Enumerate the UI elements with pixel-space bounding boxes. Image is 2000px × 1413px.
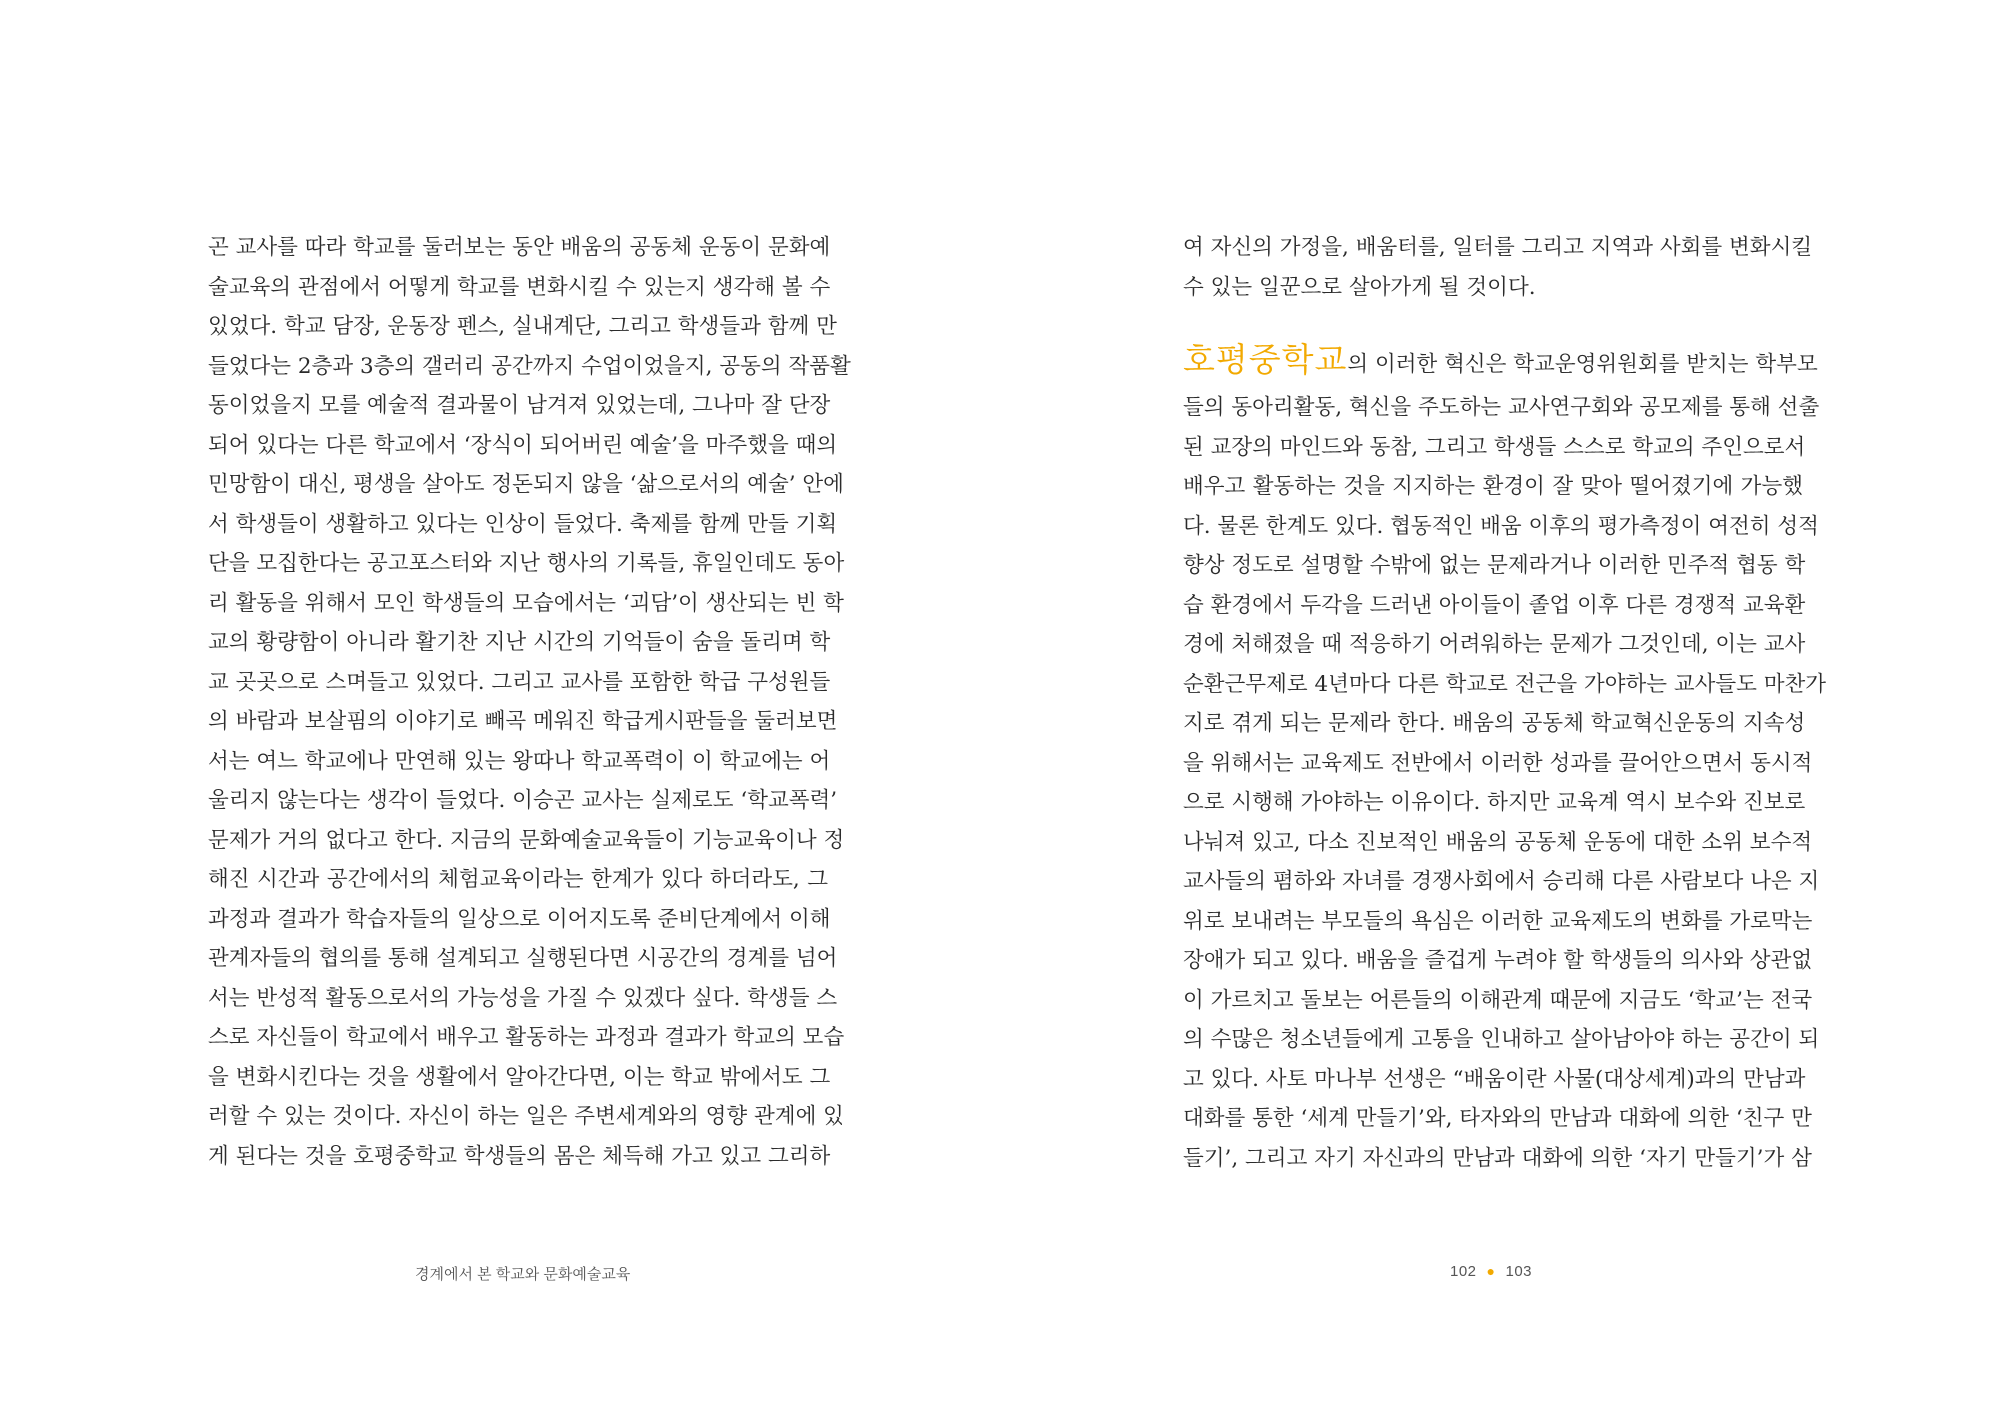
text-line: 의 수많은 청소년들에게 고통을 인내하고 살아남아야 하는 공간이 되: [1183, 1027, 1820, 1052]
text-line: 습 환경에서 두각을 드러낸 아이들이 졸업 이후 다른 경쟁적 교육환: [1183, 592, 1806, 618]
page-numbers: [1450, 1263, 1532, 1280]
text-line: 게 된다는 것을 호평중학교 학생들의 몸은 체득해 가고 있고 그리하: [208, 1143, 831, 1169]
text-line: 서는 반성적 활동으로서의 가능성을 가질 수 있겠다 싶다. 학생들 스: [208, 985, 838, 1011]
text-line: 들의 동아리활동, 혁신을 주도하는 교사연구회와 공모제를 통해 선출: [1183, 395, 1820, 420]
text-line: 된 교장의 마인드와 동참, 그리고 학생들 스스로 학교의 주인으로서: [1183, 434, 1806, 460]
text-line: 술교육의 관점에서 어떻게 학교를 변화시킬 수 있는지 생각해 볼 수: [208, 274, 831, 300]
text-line: 관계자들의 협의를 통해 설계되고 실행된다면 시공간의 경계를 넘어: [208, 946, 838, 971]
text-line: 위로 보내려는 부모들의 욕심은 이러한 교육제도의 변화를 가로막는: [1183, 908, 1813, 934]
text-line: 러할 수 있는 것이다. 자신이 하는 일은 주변세계와의 영향 관계에 있: [208, 1104, 844, 1129]
text-line: 울리지 않는다는 생각이 들었다. 이승곤 교사는 실제로도 ‘학교폭력’: [208, 788, 838, 813]
left-body-text: [208, 228, 851, 1176]
lead-rest: 의 이러한 혁신은 학교운영위원회를 받치는 학부모: [1347, 352, 1818, 377]
text-line: 교의 황량함이 아니라 활기찬 지난 시간의 기억들이 숨을 돌리며 학: [208, 630, 831, 655]
text-line: 다. 물론 한계도 있다. 협동적인 배움 이후의 평가측정이 여전히 성적: [1183, 513, 1819, 539]
text-line: 을 위해서는 교육제도 전반에서 이러한 성과를 끌어안으면서 동시적: [1183, 750, 1813, 776]
text-line: 되어 있다는 다른 학교에서 ‘장식이 되어버린 예술’을 마주했을 때의: [208, 432, 838, 458]
text-line: 리 활동을 위해서 모인 학생들의 모습에서는 ‘괴담’이 생산되는 빈 학: [208, 590, 844, 616]
text-line: 교 곳곳으로 스며들고 있었다. 그리고 교사를 포함한 학급 구성원들: [208, 669, 831, 695]
text-line: 들기’, 그리고 자기 자신과의 만남과 대화에 의한 ‘자기 만들기’가 삼: [1183, 1145, 1812, 1171]
text-line: 의 바람과 보살핌의 이야기로 빼곡 메워진 학급게시판들을 둘러보면: [208, 709, 838, 734]
text-line: 곤 교사를 따라 학교를 둘러보는 동안 배움의 공동체 운동이 문화예: [208, 235, 831, 260]
right-body-text: [1183, 332, 1827, 1178]
text-line: 서는 여느 학교에나 만연해 있는 왕따나 학교폭력이 이 학교에는 어: [208, 748, 831, 774]
text-line: 을 변화시킨다는 것을 생활에서 알아간다면, 이는 학교 밖에서도 그: [208, 1064, 831, 1090]
text-line: 고 있다. 사토 마나부 선생은 “배움이란 사물(대상세계)과의 만남과: [1183, 1066, 1806, 1092]
text-line: 있었다. 학교 담장, 운동장 펜스, 실내계단, 그리고 학생들과 함께 만: [208, 314, 837, 339]
text-line: 지로 겪게 되는 문제라 한다. 배움의 공동체 학교혁신운동의 지속성: [1183, 711, 1806, 736]
text-line: 이 가르치고 돌보는 어른들의 이해관계 때문에 지금도 ‘학교’는 전국: [1183, 987, 1813, 1013]
page-number-left: 102: [1450, 1263, 1477, 1280]
lead-title: 호평중학교: [1183, 340, 1348, 379]
text-line: 경에 처해졌을 때 적응하기 어려워하는 문제가 그것인데, 이는 교사: [1183, 632, 1806, 657]
right-continuation-text: [1183, 228, 1813, 307]
text-line: 해진 시간과 공간에서의 체험교육이라는 한계가 있다 하더라도, 그: [208, 867, 828, 892]
text-line: 나눠져 있고, 다소 진보적인 배움의 공동체 운동에 대한 소위 보수적: [1183, 829, 1813, 855]
text-line: 교사들의 폄하와 자녀를 경쟁사회에서 승리해 다른 사람보다 나은 지: [1183, 869, 1820, 894]
text-line: 향상 정도로 설명할 수밖에 없는 문제라거나 이러한 민주적 협동 학: [1183, 553, 1806, 578]
text-line: 순환근무제로 4년마다 다른 학교로 전근을 가야하는 교사들도 마찬가: [1183, 671, 1827, 697]
text-line: 들었다는 2층과 3층의 갤러리 공간까지 수업이었을지, 공동의 작품활: [208, 353, 851, 379]
text-line: 으로 시행해 가야하는 이유이다. 하지만 교육계 역시 보수와 진보로: [1183, 790, 1806, 815]
text-line: 수 있는 일꾼으로 살아가게 될 것이다.: [1183, 274, 1536, 300]
right-page: [1000, 0, 2000, 1413]
text-line: 대화를 통한 ‘세계 만들기’와, 타자와의 만남과 대화에 의한 ‘친구 만: [1183, 1106, 1812, 1131]
right-body-lines: [1183, 388, 1827, 1178]
text-line: 스로 자신들이 학교에서 배우고 활동하는 과정과 결과가 학교의 모습: [208, 1025, 845, 1050]
text-line: 서 학생들이 생활하고 있다는 인상이 들었다. 축제를 함께 만들 기획: [208, 511, 838, 537]
text-line: 장애가 되고 있다. 배움을 즐겁게 누려야 할 학생들의 의사와 상관없: [1183, 948, 1813, 973]
text-line: 과정과 결과가 학습자들의 일상으로 이어지도록 준비단계에서 이해: [208, 906, 831, 932]
lead-line: [1183, 332, 1818, 388]
text-line: 배우고 활동하는 것을 지지하는 환경이 잘 맞아 떨어졌기에 가능했: [1183, 474, 1803, 499]
page-number-right: 103: [1505, 1263, 1533, 1280]
running-title: 경계에서 본 학교와 문화예술교육: [415, 1266, 631, 1283]
text-line: 여 자신의 가정을, 배움터를, 일터를 그리고 지역과 사회를 변화시킬: [1183, 235, 1813, 260]
text-line: 동이었을지 모를 예술적 결과물이 남겨져 있었는데, 그나마 잘 단장: [208, 393, 831, 418]
text-line: 문제가 거의 없다고 한다. 지금의 문화예술교육들이 기능교육이나 정: [208, 827, 845, 853]
page-separator-dot: ●: [1486, 1263, 1496, 1279]
text-line: 민망함이 대신, 평생을 살아도 정돈되지 않을 ‘삶으로서의 예술’ 안에: [208, 472, 844, 497]
text-line: 단을 모집한다는 공고포스터와 지난 행사의 기록들, 휴일인데도 동아: [208, 551, 845, 576]
